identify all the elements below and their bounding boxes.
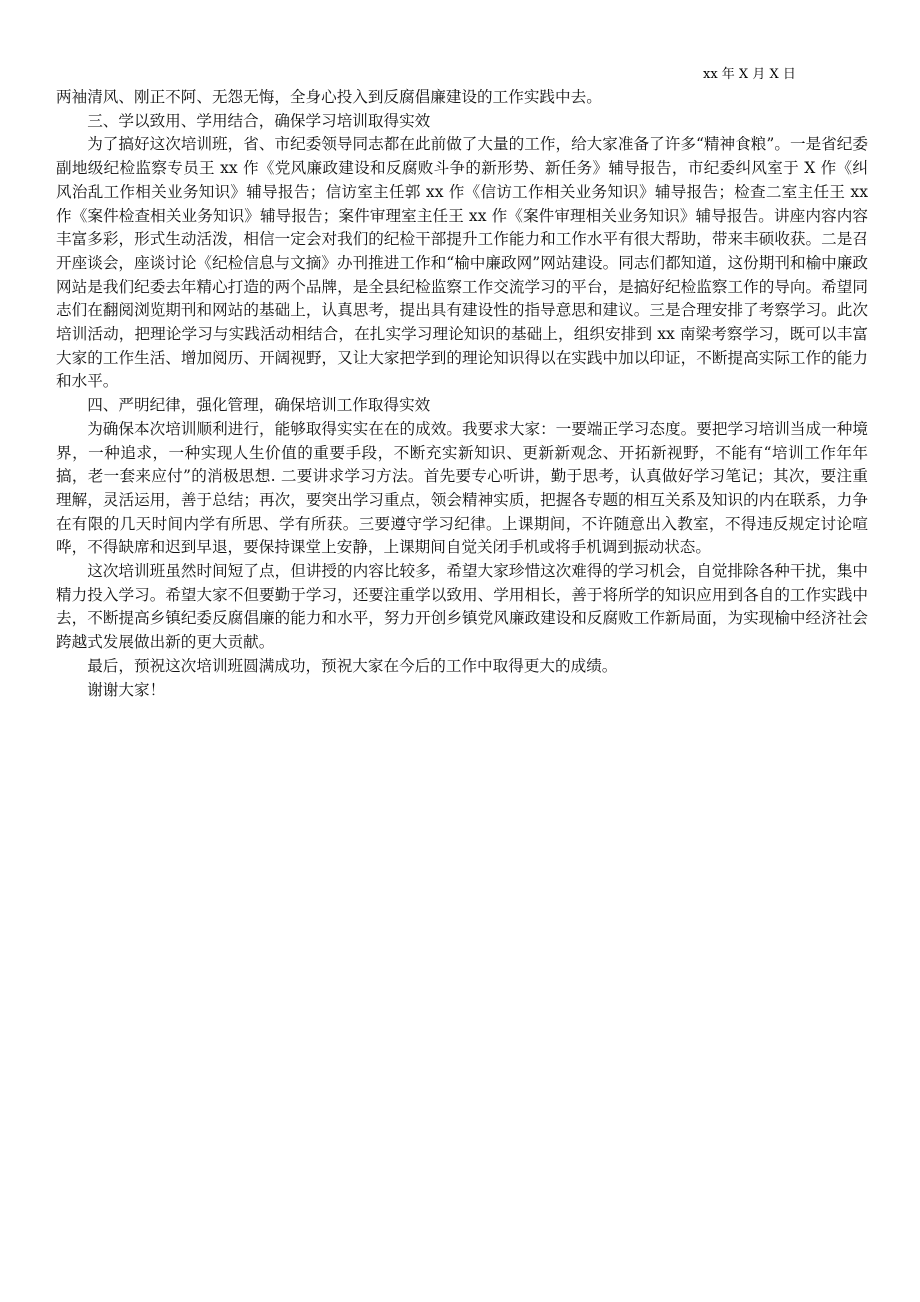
section-heading: 三、学以致用、学用结合，确保学习培训取得实效 [87,111,431,130]
body-paragraph: 为了搞好这次培训班，省、市纪委领导同志都在此前做了大量的工作，给大家准备了许多“精神食粮”。一是省纪委副地级纪检监察专员王 xx 作《党风廉政建设和反腐败斗争的新形势、新任务》辅导报告，市纪委纠风室于 X 作《纠风治乱工作相关业务知识》辅导报告；信访室主任郭 xx 作《信访工作相关业务知识》辅导报告；检查二室主任王 xx 作《案件检查相关业务知识》辅导报告；案件审理室主任王 xx 作《案件审理相关业务知识》辅导报告。讲座内容内容丰富多彩，形式生动活泼，相信一定会对我们的纪检干部提升工作能力和工作水平有很大帮助，带来丰硕收获。二是召开座谈会，座谈讨论《纪检信息与文摘》办刊推进工作和“榆中廉政网”网站建设。同志们都知道，这份期刊和榆中廉政网站是我们纪委去年精心打造的两个品牌，是全县纪检监察工作交流学习的平台，是搞好纪检监察工作的导向。希望同志们在翻阅浏览期刊和网站的基础上，认真思考，提出具有建设性的指导意思和建议。三是合理安排了考察学习。此次培训活动，把理论学习与实践活动相结合，在扎实学习理论知识的基础上，组织安排到 xx 南梁考察学习，既可以丰富大家的工作生活、增加阅历、开阔视野，又让大家把学到的理论知识得以在实践中加以印证，不断提高实际工作的能力和水平。 [56,135,868,391]
document-body [56,86,868,702]
body-paragraph: 这次培训班虽然时间短了点，但讲授的内容比较多，希望大家珍惜这次难得的学习机会，自觉排除各种干扰，集中精力投入学习。希望大家不但要勤于学习，还要注重学以致用、学用相长，善于将所学的知识应用到各自的工作实践中去，不断提高乡镇纪委反腐倡廉的能力和水平，努力开创乡镇党风廉政建设和反腐败工作新局面，为实现榆中经济社会跨越式发展做出新的更大贡献。 [56,562,868,652]
closing-line: 谢谢大家！ [87,680,166,699]
body-paragraph: 两袖清风、刚正不阿、无怨无悔，全身心投入到反腐倡廉建设的工作实践中去。 [56,88,602,106]
body-paragraph: 最后，预祝这次培训班圆满成功，预祝大家在今后的工作中取得更大的成绩。 [87,656,618,675]
section-heading: 四、严明纪律，强化管理，确保培训工作取得实效 [87,396,431,415]
body-paragraph: 为确保本次培训顺利进行，能够取得实实在在的成效。我要求大家：一要端正学习态度。要把学习培训当成一种境界，一种追求，一种实现人生价值的重要手段，不断充实新知识、更新新观念、开拓新视野，不能有“培训工作年年搞，老一套来应付”的消极思想. 二要讲求学习方法。首先要专心听讲，勤于思考，认真做好学习笔记；其次，要注重理解，灵活运用，善于总结；再次，要突出学习重点，领会精神实质，把握各专题的相互关系及知识的内在联系，力争在有限的几天时间内学有所思、学有所获。三要遵守学习纪律。上课期间，不许随意出入教室，不得违反规定讨论喧哗，不得缺席和迟到早退，要保持课堂上安静，上课期间自觉关闭手机或将手机调到振动状态。 [56,419,868,557]
header-date: xx 年 X 月 X 日 [703,67,796,82]
